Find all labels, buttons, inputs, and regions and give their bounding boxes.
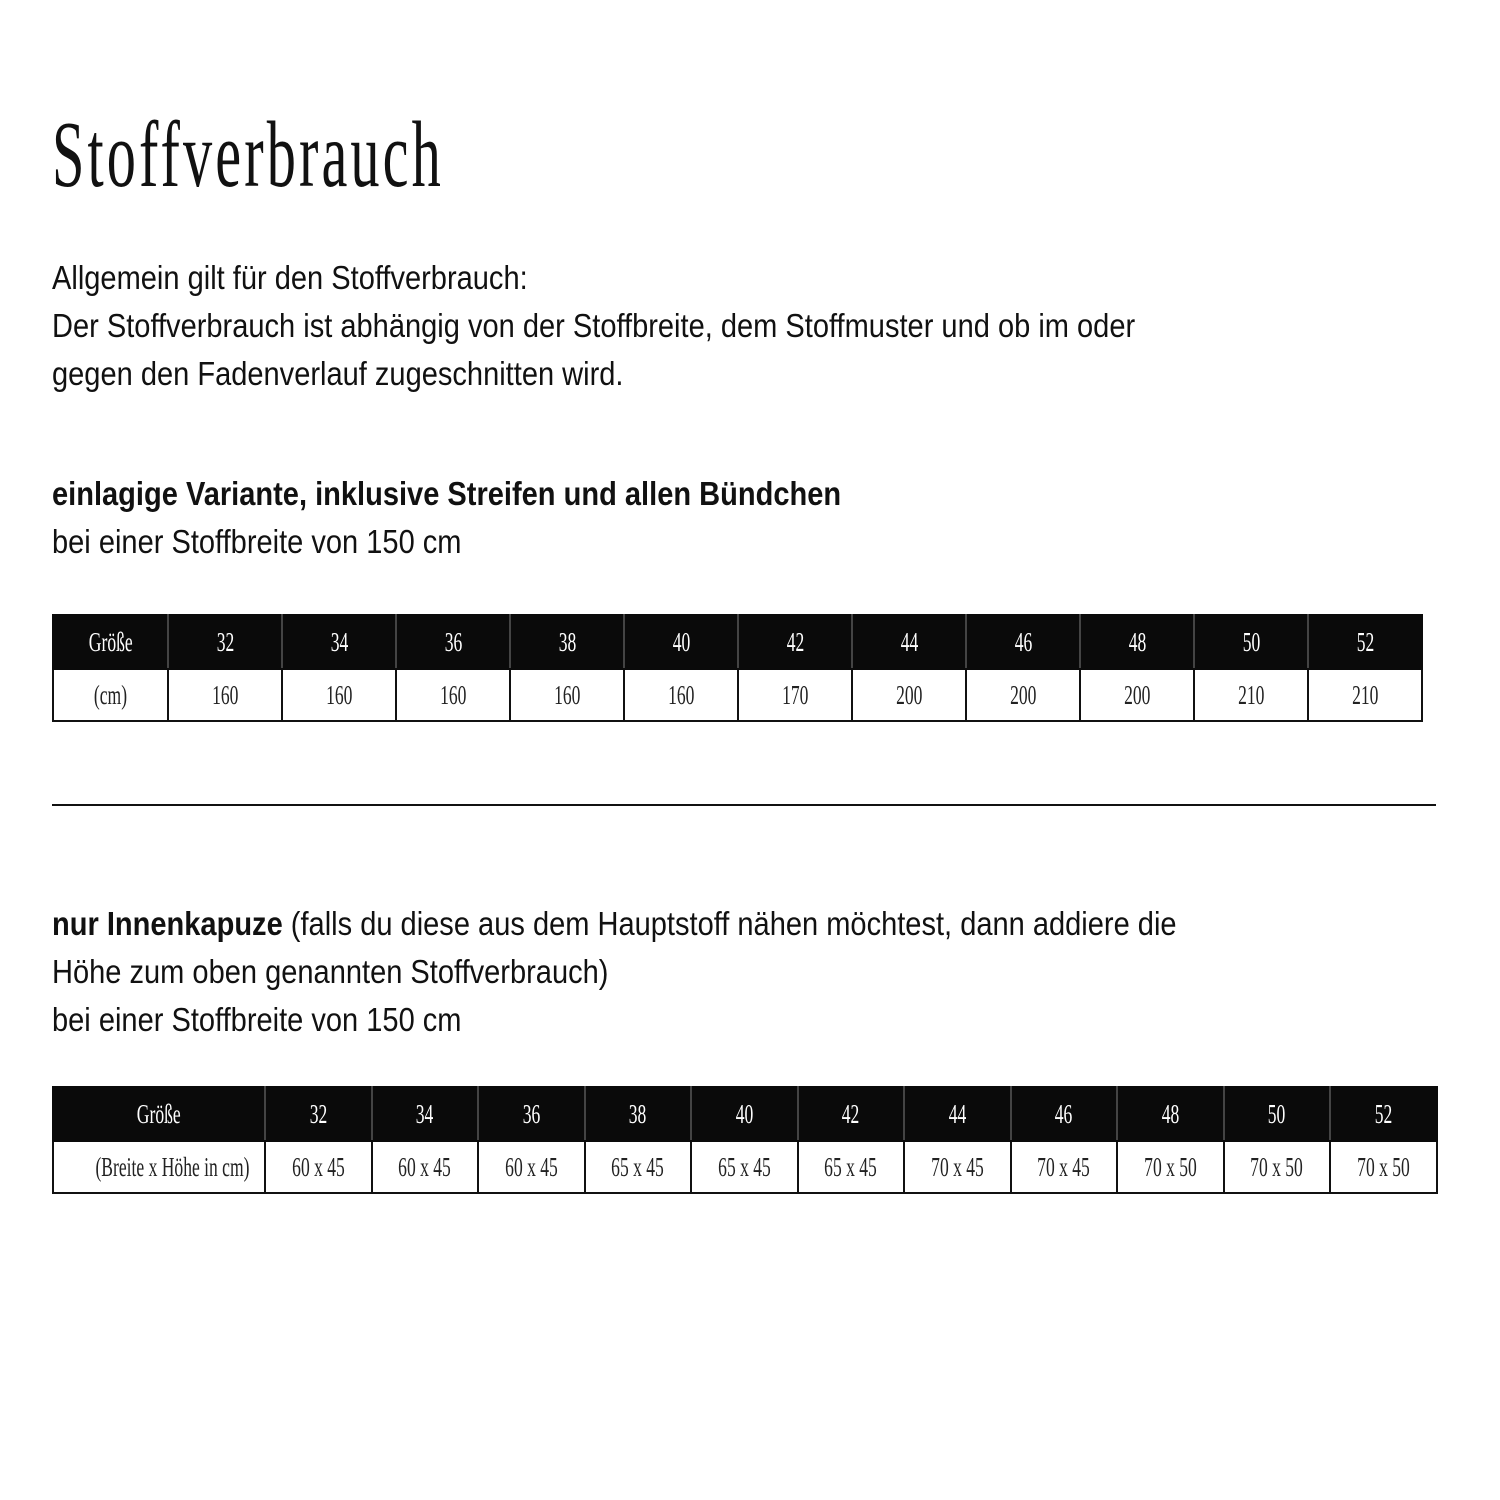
- size-label-cell: [53, 615, 168, 669]
- size-cell: [585, 1087, 692, 1141]
- section2-heading-line2: Höhe zum oben genannten Stoffverbrauch): [52, 953, 609, 990]
- section2-heading-bold: nur Innenkapuze: [52, 905, 283, 942]
- size-value: 42: [786, 626, 804, 657]
- fabric-amount: 210: [1351, 679, 1379, 710]
- hood-dimensions: 70 x 45: [930, 1151, 984, 1182]
- size-value: 42: [841, 1098, 860, 1129]
- intro-text: [52, 254, 1135, 398]
- size-value: 38: [628, 1098, 647, 1129]
- fabric-table-inner-hood: [52, 1086, 1438, 1194]
- fabric-amount: 160: [439, 679, 467, 710]
- value-cell: [168, 669, 282, 721]
- size-cell: [265, 1087, 372, 1141]
- size-label-cell: [53, 1087, 265, 1141]
- size-value: 46: [1014, 626, 1032, 657]
- size-value: 52: [1356, 626, 1374, 657]
- table-header-row: [53, 615, 1422, 669]
- size-value: 44: [900, 626, 918, 657]
- hood-dimensions: 70 x 50: [1250, 1151, 1304, 1182]
- size-cell: [798, 1087, 905, 1141]
- section1-header: [52, 470, 841, 566]
- fabric-amount: 160: [211, 679, 239, 710]
- size-cell: [396, 615, 510, 669]
- size-cell: [510, 615, 624, 669]
- size-cell: [1194, 615, 1308, 669]
- size-cell: [738, 615, 852, 669]
- size-cell: [1330, 1087, 1437, 1141]
- size-value: 40: [735, 1098, 754, 1129]
- unit-label: (Breite x Höhe in cm): [95, 1151, 250, 1182]
- size-value: 50: [1267, 1098, 1286, 1129]
- size-value: 36: [522, 1098, 541, 1129]
- fabric-amount: 160: [325, 679, 353, 710]
- size-value: 40: [672, 626, 690, 657]
- section1-heading: einlagige Variante, inklusive Streifen und allen Bündchen: [52, 475, 842, 512]
- value-cell: [510, 669, 624, 721]
- size-value: 32: [309, 1098, 328, 1129]
- section1-subheading: bei einer Stoffbreite von 150 cm: [52, 523, 462, 560]
- fabric-amount: 170: [781, 679, 809, 710]
- fabric-amount: 200: [895, 679, 923, 710]
- section2-header: [52, 900, 1177, 1044]
- size-value: 46: [1054, 1098, 1073, 1129]
- size-cell: [478, 1087, 585, 1141]
- fabric-amount: 200: [1123, 679, 1151, 710]
- size-cell: [691, 1087, 798, 1141]
- value-cell: [282, 669, 396, 721]
- size-label: Größe: [137, 1098, 181, 1129]
- fabric-amount: 160: [667, 679, 695, 710]
- table-value-row: [53, 1141, 1437, 1193]
- fabric-table-single-layer: [52, 614, 1423, 722]
- value-cell: [1117, 1141, 1224, 1193]
- size-value: 48: [1161, 1098, 1180, 1129]
- hood-dimensions: 70 x 50: [1356, 1151, 1410, 1182]
- unit-label-cell: [53, 1141, 265, 1193]
- value-cell: [624, 669, 738, 721]
- size-value: 44: [948, 1098, 967, 1129]
- section2-subheading: bei einer Stoffbreite von 150 cm: [52, 1001, 462, 1038]
- value-cell: [1194, 669, 1308, 721]
- value-cell: [1308, 669, 1422, 721]
- size-cell: [1308, 615, 1422, 669]
- value-cell: [966, 669, 1080, 721]
- size-cell: [168, 615, 282, 669]
- value-cell: [585, 1141, 692, 1193]
- size-cell: [1224, 1087, 1331, 1141]
- size-value: 36: [444, 626, 462, 657]
- hood-dimensions: 60 x 45: [291, 1151, 345, 1182]
- value-cell: [1330, 1141, 1437, 1193]
- section2-heading-rest: (falls du diese aus dem Hauptstoff nähen möchtest, dann addiere die: [282, 905, 1177, 942]
- value-cell: [798, 1141, 905, 1193]
- intro-line: Der Stoffverbrauch ist abhängig von der Stoffbreite, dem Stoffmuster und ob im oder: [52, 307, 1136, 344]
- size-cell: [904, 1087, 1011, 1141]
- intro-line: Allgemein gilt für den Stoffverbrauch:: [52, 259, 528, 296]
- fabric-amount: 160: [553, 679, 581, 710]
- value-cell: [1080, 669, 1194, 721]
- hood-dimensions: 60 x 45: [398, 1151, 452, 1182]
- table-header-row: [53, 1087, 1437, 1141]
- size-cell: [1011, 1087, 1118, 1141]
- hood-dimensions: 65 x 45: [824, 1151, 878, 1182]
- value-cell: [852, 669, 966, 721]
- value-cell: [265, 1141, 372, 1193]
- size-value: 34: [415, 1098, 434, 1129]
- page-title: Stoffverbrauch: [52, 103, 444, 207]
- size-value: 50: [1242, 626, 1260, 657]
- unit-label: (cm): [93, 679, 128, 710]
- fabric-amount: 210: [1237, 679, 1265, 710]
- intro-line: gegen den Fadenverlauf zugeschnitten wird.: [52, 355, 624, 392]
- size-value: 52: [1374, 1098, 1393, 1129]
- size-cell: [1117, 1087, 1224, 1141]
- value-cell: [904, 1141, 1011, 1193]
- value-cell: [478, 1141, 585, 1193]
- value-cell: [738, 669, 852, 721]
- size-cell: [372, 1087, 479, 1141]
- size-label: Größe: [88, 626, 133, 657]
- size-cell: [966, 615, 1080, 669]
- hood-dimensions: 65 x 45: [611, 1151, 665, 1182]
- size-value: 38: [558, 626, 576, 657]
- size-value: 48: [1128, 626, 1146, 657]
- section-divider: [52, 804, 1436, 806]
- value-cell: [691, 1141, 798, 1193]
- size-cell: [624, 615, 738, 669]
- table-value-row: [53, 669, 1422, 721]
- size-value: 32: [216, 626, 234, 657]
- size-cell: [852, 615, 966, 669]
- size-cell: [1080, 615, 1194, 669]
- size-cell: [282, 615, 396, 669]
- hood-dimensions: 60 x 45: [504, 1151, 558, 1182]
- hood-dimensions: 65 x 45: [717, 1151, 771, 1182]
- value-cell: [396, 669, 510, 721]
- fabric-amount: 200: [1009, 679, 1037, 710]
- hood-dimensions: 70 x 50: [1143, 1151, 1197, 1182]
- size-value: 34: [330, 626, 348, 657]
- hood-dimensions: 70 x 45: [1037, 1151, 1091, 1182]
- value-cell: [1011, 1141, 1118, 1193]
- value-cell: [372, 1141, 479, 1193]
- value-cell: [1224, 1141, 1331, 1193]
- unit-label-cell: [53, 669, 168, 721]
